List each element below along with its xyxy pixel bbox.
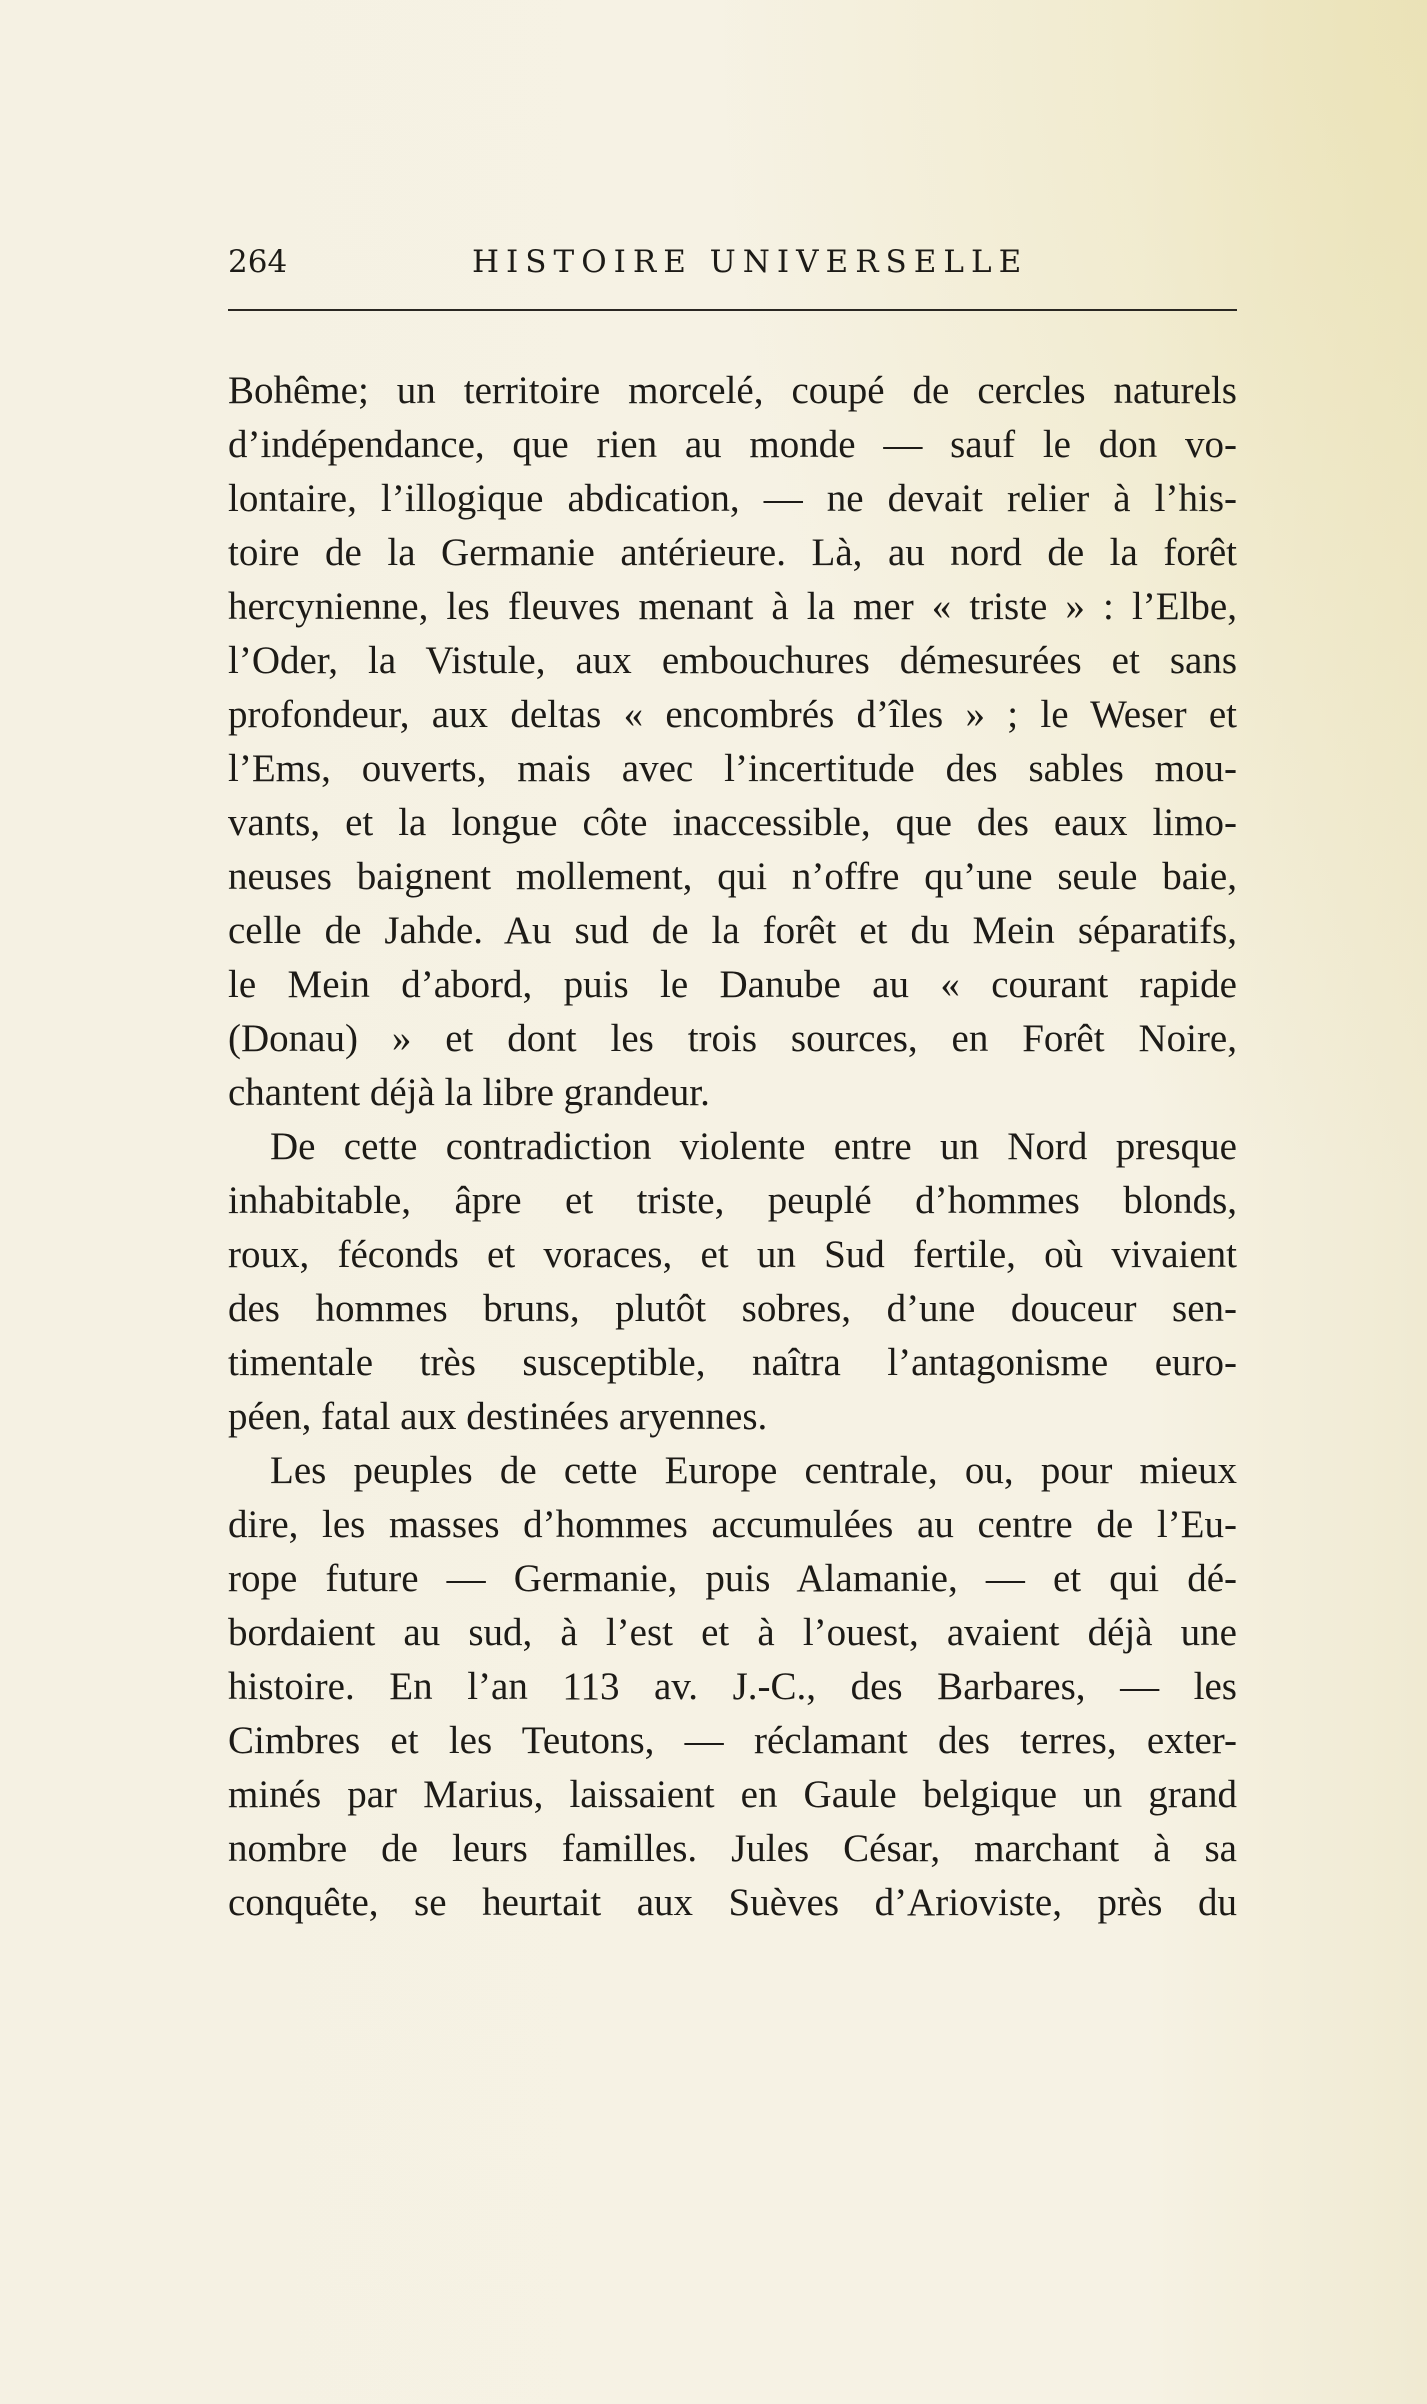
text-line: d’indépendance, que rien au monde — sauf le don vo-: [228, 423, 1237, 466]
header-rule: [228, 309, 1237, 311]
text-line: nombre de leurs familles. Jules César, marchant à sa: [228, 1827, 1237, 1870]
text-line: celle de Jahde. Au sud de la forêt et du Mein séparatifs,: [228, 909, 1237, 952]
text-line: roux, féconds et voraces, et un Sud fertile, où vivaient: [228, 1233, 1237, 1276]
text-line: timentale très susceptible, naîtra l’antagonisme euro-: [228, 1341, 1237, 1384]
text-line: lontaire, l’illogique abdication, — ne devait relier à l’his-: [228, 477, 1237, 520]
body-text: [228, 364, 1237, 1930]
text-line: minés par Marius, laissaient en Gaule belgique un grand: [228, 1773, 1237, 1816]
text-line: péen, fatal aux destinées aryennes.: [228, 1395, 768, 1438]
text-line: Cimbres et les Teutons, — réclamant des terres, exter-: [228, 1719, 1237, 1762]
text-line: hercynienne, les fleuves menant à la mer « triste » : l’Elbe,: [228, 585, 1237, 628]
text-line: profondeur, aux deltas « encombrés d’îles » ; le Weser et: [228, 693, 1237, 736]
text-line: Bohême; un territoire morcelé, coupé de cercles naturels: [228, 369, 1237, 412]
text-line: l’Ems, ouverts, mais avec l’incertitude des sables mou-: [228, 747, 1237, 790]
text-line: bordaient au sud, à l’est et à l’ouest, avaient déjà une: [228, 1611, 1237, 1654]
page-header: [228, 232, 1237, 292]
page-number: 264: [228, 244, 288, 280]
text-line: (Donau) » et dont les trois sources, en Forêt Noire,: [228, 1017, 1237, 1060]
running-title: HISTOIRE UNIVERSELLE: [472, 244, 1029, 280]
text-line: vants, et la longue côte inaccessible, que des eaux limo-: [228, 801, 1237, 844]
text-line: neuses baignent mollement, qui n’offre qu’une seule baie,: [228, 855, 1237, 898]
text-line: chantent déjà la libre grandeur.: [228, 1071, 710, 1114]
text-line: Les peuples de cette Europe centrale, ou, pour mieux: [270, 1449, 1237, 1492]
text-line: conquête, se heurtait aux Suèves d’Arioviste, près du: [228, 1881, 1237, 1924]
text-line: le Mein d’abord, puis le Danube au « courant rapide: [228, 963, 1237, 1006]
text-line: histoire. En l’an 113 av. J.-C., des Barbares, — les: [228, 1665, 1237, 1708]
text-line: l’Oder, la Vistule, aux embouchures démesurées et sans: [228, 639, 1237, 682]
text-line: rope future — Germanie, puis Alamanie, — et qui dé-: [228, 1557, 1237, 1600]
text-line: inhabitable, âpre et triste, peuplé d’hommes blonds,: [228, 1179, 1237, 1222]
text-line: toire de la Germanie antérieure. Là, au nord de la forêt: [228, 531, 1237, 574]
text-line: des hommes bruns, plutôt sobres, d’une douceur sen-: [228, 1287, 1237, 1330]
text-line: dire, les masses d’hommes accumulées au centre de l’Eu-: [228, 1503, 1237, 1546]
text-line: De cette contradiction violente entre un Nord presque: [270, 1125, 1237, 1168]
